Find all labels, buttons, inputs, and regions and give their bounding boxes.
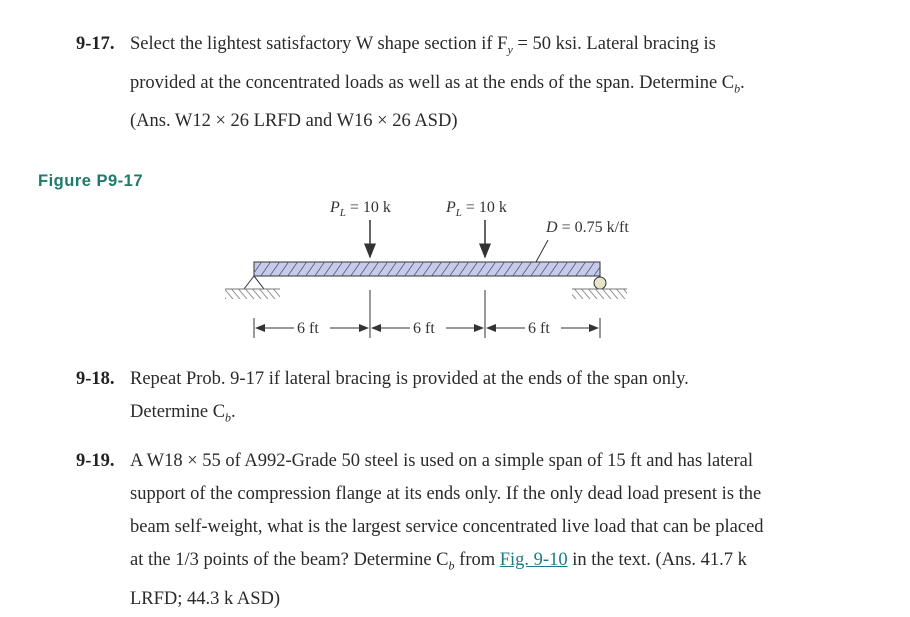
text-segment: . [231,402,236,422]
beam-hatch [254,262,600,276]
problem-line: A W18 × 55 of A992-Grade 50 steel is used on a simple span of 15 ft and has lateral [130,451,754,471]
figure-label: Figure P9-17 [38,172,144,190]
problem-line: support of the compression flange at its ends only. If the only dead load present is the [130,484,762,504]
load-label-1: $P_L = 10$ k [330,199,391,219]
dead-load-label: D = 0.75 k/ft [546,219,629,236]
text-segment: Determine C [130,402,226,422]
dim-label-3: 6 ft [528,320,550,337]
problem-9-19 [76,445,856,616]
dim-label-2: 6 ft [413,320,435,337]
ground-left [225,289,280,299]
problem-number: 9-19. [76,451,115,471]
ground-right [572,289,627,299]
text-segment: at the 1/3 points of the beam? Determine C [130,550,449,570]
problem-number: 9-18. [76,369,115,389]
text-segment: provided at the concentrated loads as well as at the ends of the span. Determine C [130,72,735,93]
subscript: y [507,42,513,57]
text-segment: . [740,72,745,93]
problem-line: beam self-weight, what is the largest service concentrated live load that can be placed [130,517,764,537]
pin-support [244,276,264,289]
problem-text [130,445,856,616]
problem-9-18 [76,363,856,435]
problem-line [130,396,856,435]
text-segment: from [454,550,500,570]
subscript: b [225,410,232,425]
problem-line [130,544,856,583]
problem-number: 9-17. [76,34,115,54]
dead-load-leader [536,240,548,262]
subscript: b [734,81,741,96]
dim-label-1: 6 ft [297,320,319,337]
problem-text [130,363,856,435]
text-segment: = 50 ksi. Lateral bracing is [512,34,716,54]
problem-line: LRFD; 44.3 k ASD) [130,588,281,609]
subscript: b [448,558,455,573]
fig-9-10-link[interactable]: Fig. 9-10 [499,550,568,570]
load-label-2: $P_L = 10$ k [446,199,507,219]
problem-line: (Ans. W12 × 26 LRFD and W16 × 26 ASD) [130,111,458,132]
text-segment: in the text. (Ans. 41.7 k [567,550,747,570]
problem-line: Repeat Prob. 9-17 if lateral bracing is provided at the ends of the span only. [130,369,689,389]
text-segment: Select the lightest satisfactory W shape section if F [130,34,508,54]
roller-support [594,277,606,289]
